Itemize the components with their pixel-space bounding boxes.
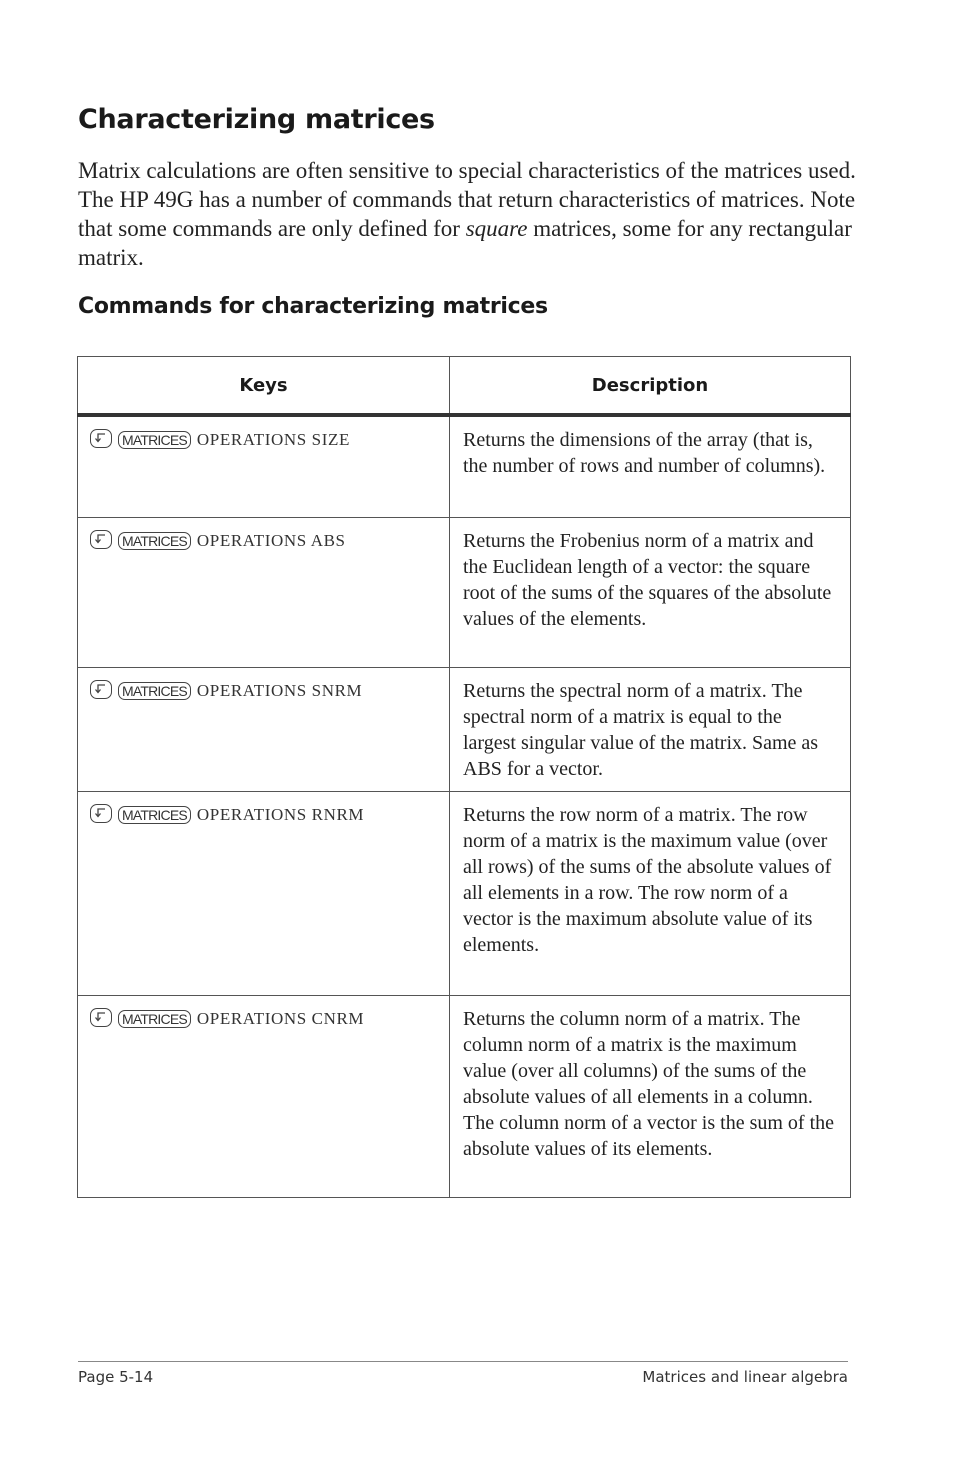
command-path: OPERATIONS SNRM [196, 680, 363, 700]
table-row [78, 667, 851, 791]
left-shift-key-icon [90, 680, 112, 699]
intro-paragraph [78, 156, 868, 272]
table-header-row [78, 357, 851, 416]
matrices-key: MATRICES [118, 431, 191, 449]
matrices-key: MATRICES [118, 532, 191, 550]
chapter-title: Matrices and linear algebra [642, 1368, 848, 1386]
command-path: OPERATIONS ABS [196, 530, 346, 550]
matrices-key: MATRICES [118, 806, 191, 824]
section-title: Characterizing matrices [78, 104, 435, 135]
subsection-title: Commands for characterizing matrices [78, 294, 548, 319]
description-cell: Returns the dimensions of the array (that is, the number of rows and number of columns). [450, 415, 851, 517]
table-row [78, 791, 851, 995]
page-number: Page 5-14 [78, 1368, 154, 1386]
intro-text-end: matrices, some for any rectangular matrix. [78, 216, 852, 270]
command-path: OPERATIONS CNRM [196, 1008, 365, 1028]
description-column-header: Description [450, 357, 851, 416]
description-cell: Returns the spectral norm of a matrix. The spectral norm of a matrix is equal to the largest singular value of the matrix. Same as ABS for a vector. [450, 667, 851, 791]
footer-divider [78, 1361, 848, 1362]
matrices-key: MATRICES [118, 682, 191, 700]
left-shift-key-icon [90, 804, 112, 823]
keys-cell [78, 517, 450, 667]
table-row [78, 995, 851, 1197]
keys-cell [78, 667, 450, 791]
description-cell: Returns the column norm of a matrix. The column norm of a matrix is the maximum value (over all columns) of the sums of the absolute values of all elements in a column. The column norm of a vector is the sum of the absolute values of its elements. [450, 995, 851, 1197]
left-shift-key-icon [90, 530, 112, 549]
matrices-key: MATRICES [118, 1010, 191, 1028]
intro-emphasis: square [465, 216, 528, 241]
left-shift-key-icon [90, 429, 112, 448]
description-cell: Returns the Frobenius norm of a matrix and the Euclidean length of a vector: the square root of the sums of the squares of the absolute values of the elements. [450, 517, 851, 667]
keys-column-header: Keys [78, 357, 450, 416]
keys-cell [78, 995, 450, 1197]
command-path: OPERATIONS SIZE [196, 430, 350, 449]
command-path: OPERATIONS RNRM [196, 804, 365, 824]
table-row [78, 517, 851, 667]
table-row [78, 415, 851, 517]
keys-cell [78, 415, 450, 517]
intro-text-start: Matrix calculations are often sensitive to special characteristics of the matrices used. The HP 49G has a number of commands that return characteristics of matrices. Note that some commands are only defined for [78, 158, 856, 241]
left-shift-key-icon [90, 1008, 112, 1027]
description-cell: Returns the row norm of a matrix. The row norm of a matrix is the maximum value (over all rows) of the sums of the absolute values of all elements in a row. The row norm of a vector is the maximum absolute value of its elements. [450, 791, 851, 995]
commands-table [77, 356, 851, 1198]
keys-cell [78, 791, 450, 995]
